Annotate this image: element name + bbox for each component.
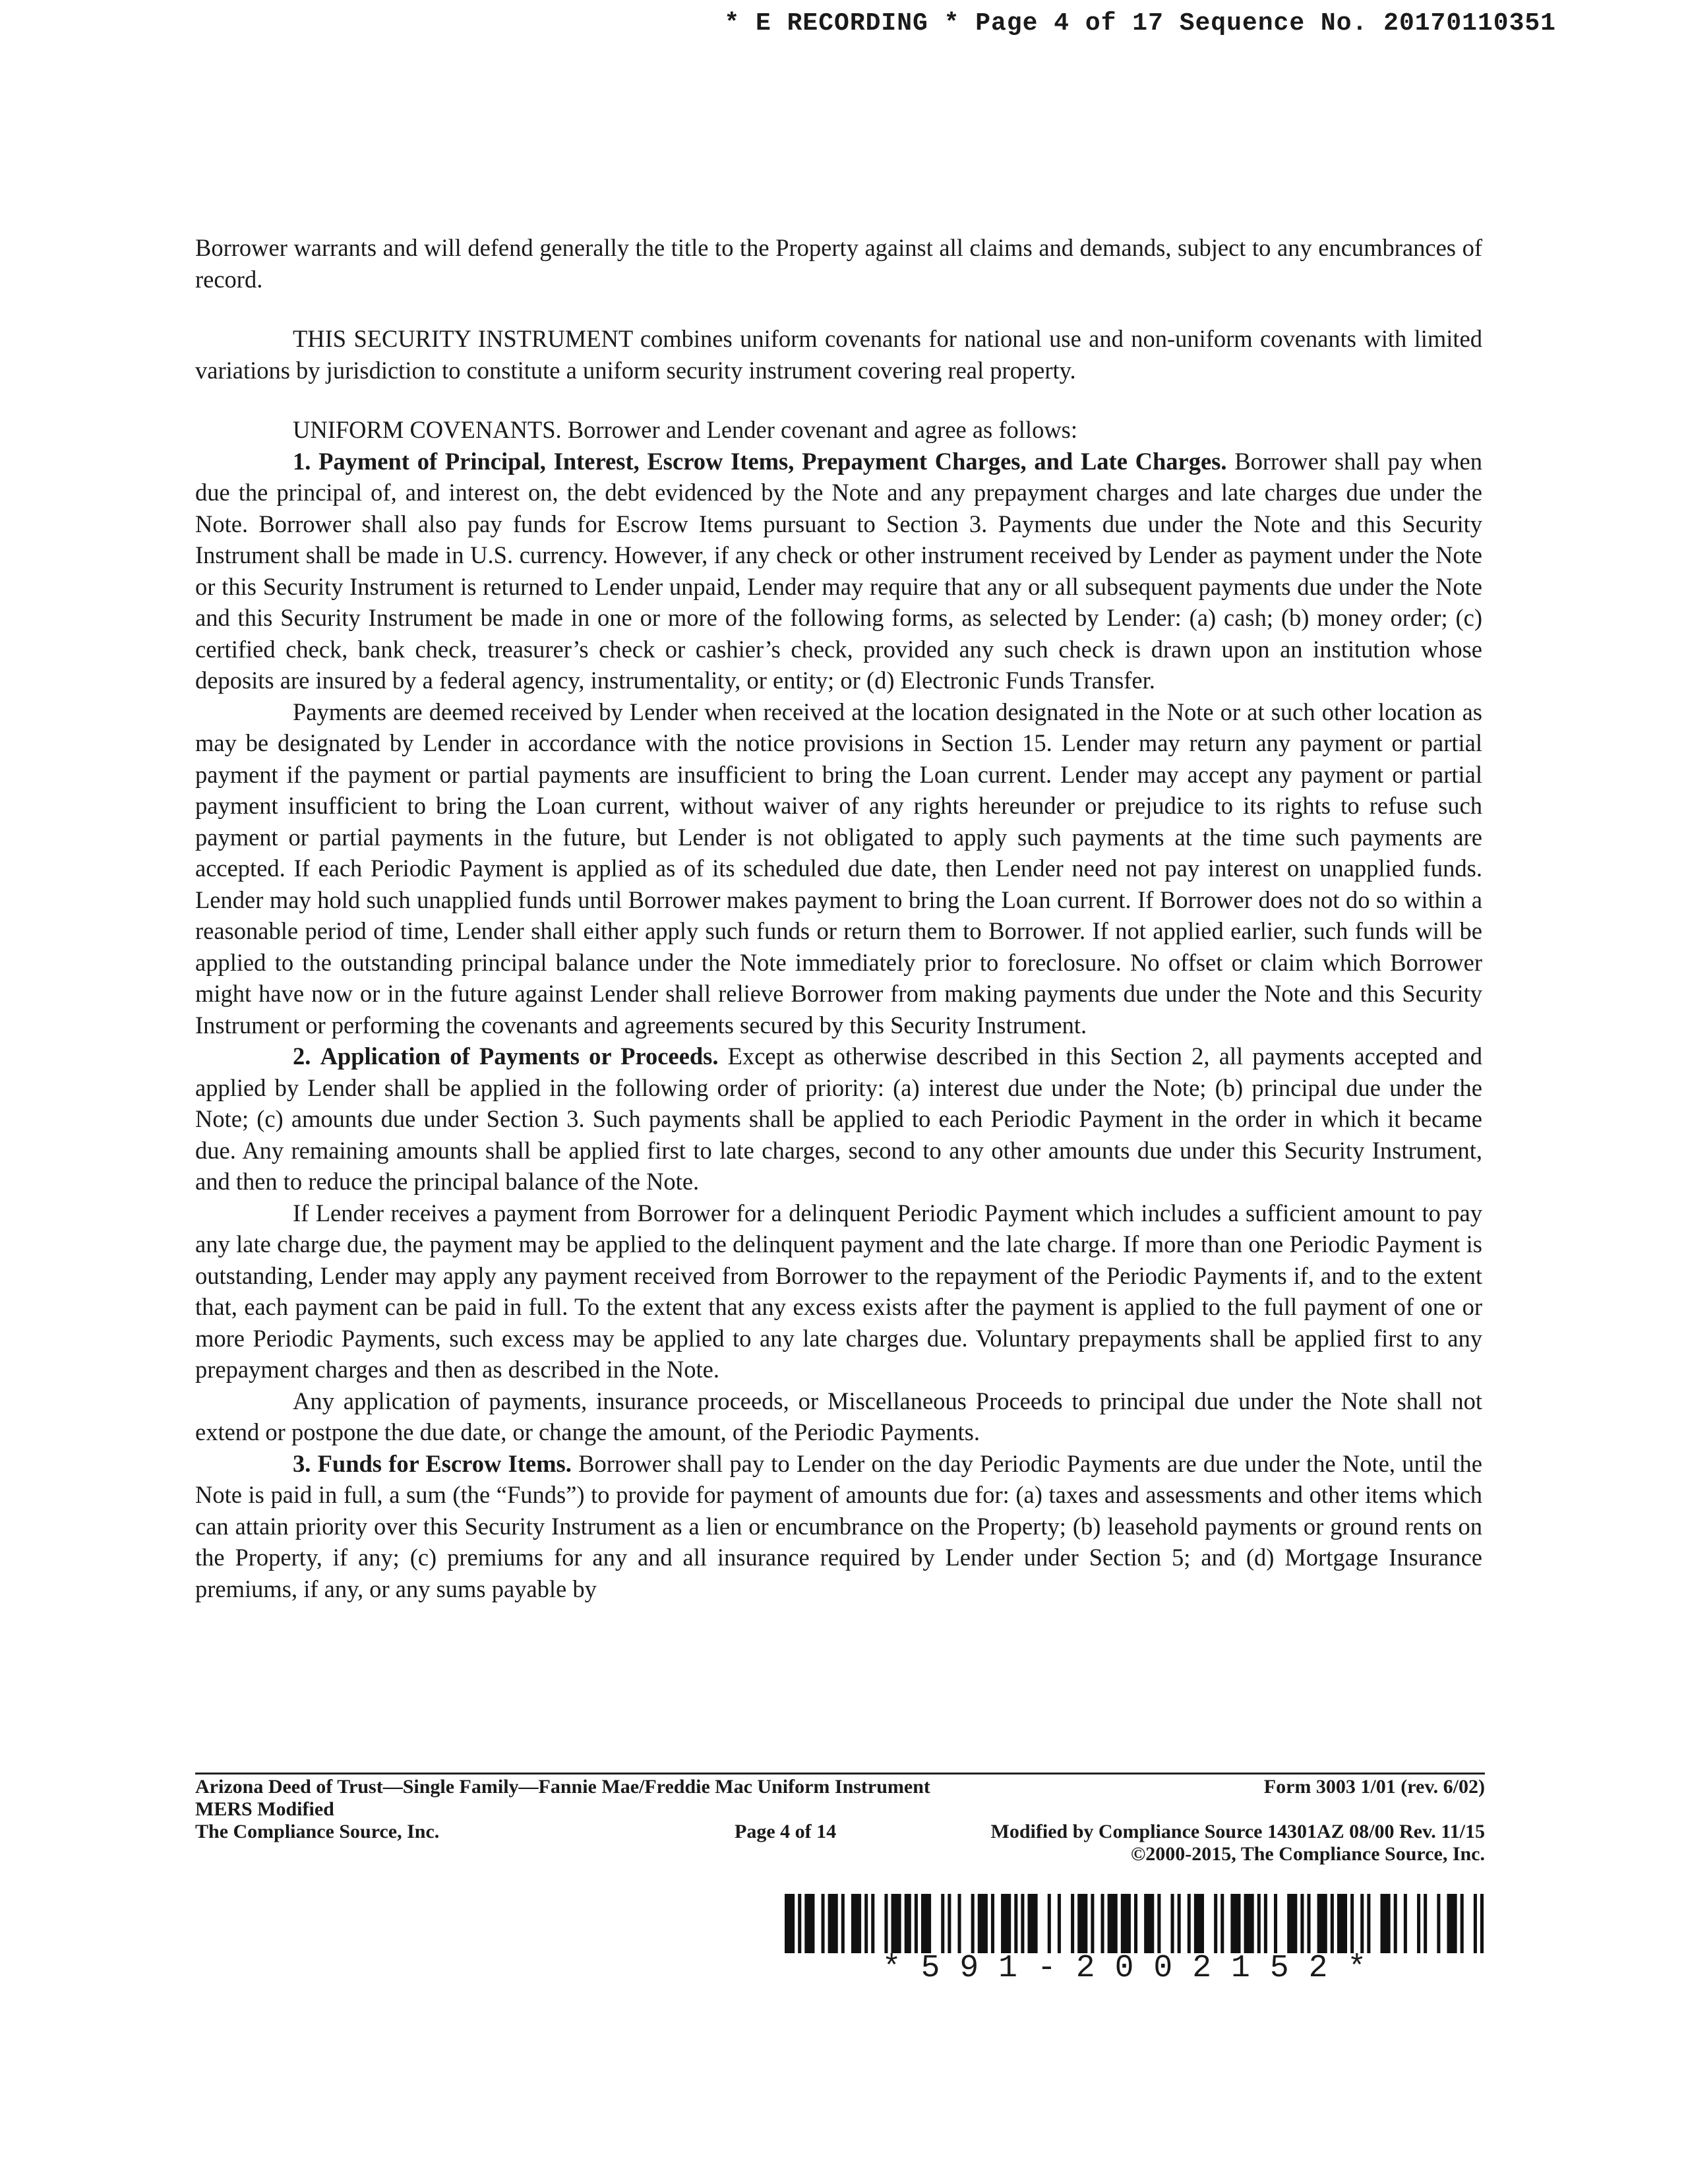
paragraph-warrants: Borrower warrants and will defend generally the title to the Property against all claims and demands, subject to any encumbrances of record. (195, 234, 1482, 293)
section-3-title: Funds for Escrow Items. (317, 1449, 572, 1477)
barcode (785, 1894, 1484, 1986)
recording-header: * E RECORDING * Page 4 of 17 Sequence No. 20170110351 (724, 9, 1556, 38)
paragraph-uniform-covenants: UNIFORM COVENANTS. Borrower and Lender covenant and agree as follows: (293, 416, 1078, 443)
footer-modified-by: Modified by Compliance Source 14301AZ 08/00 Rev. 11/15 (990, 1821, 1485, 1842)
section-1-title: Payment of Principal, Interest, Escrow Items, Prepayment Charges, and Late Charges. (318, 447, 1227, 475)
page-footer (195, 1776, 1485, 1866)
section-2 (195, 1041, 1482, 1198)
section-1 (195, 446, 1482, 696)
footer-divider (195, 1773, 1485, 1774)
barcode-text: *591-2002152* (882, 1951, 1387, 1986)
footer-form-number: Form 3003 1/01 (rev. 6/02) (1263, 1776, 1485, 1798)
section-2-number: 2. (293, 1043, 311, 1070)
footer-form-title: Arizona Deed of Trust—Single Family—Fannie Mae/Freddie Mac Uniform Instrument (195, 1776, 930, 1798)
section-1-paragraph-2: Payments are deemed received by Lender when received at the location designated in the Note or at such other location as may be designated by Lender in accordance with the notice provisions in Section 15. Lender may return any payment or partial payment if the payment or partial payments are insufficient to bring the Loan current. Lender may accept any payment or partial payment insufficient to bring the Loan current, without waiver of any rights hereunder or prejudice to its rights to refuse such payment or partial payments in the future, but Lender is not obligated to apply such payments at the time such payments are accepted. If each Periodic Payment is applied as of its scheduled due date, then Lender need not pay interest on unapplied funds. Lender may hold such unapplied funds until Borrower makes payment to bring the Loan current. If Borrower does not do so within a reasonable period of time, Lender shall either apply such funds or return them to Borrower. If not applied earlier, such funds will be applied to the outstanding principal balance under the Note immediately prior to foreclosure. No offset or claim which Borrower might have now or in the future against Lender shall relieve Borrower from making payments due under the Note and this Security Instrument or performing the covenants and agreements secured by this Security Instrument. (195, 698, 1482, 1039)
section-2-text: Except as otherwise described in this Section 2, all payments accepted and applied by Lender shall be applied in the following order of priority: (a) interest due under the Note; (b) principal due under the Note; (c) amounts due under Section 3. Such payments shall be applied to each Periodic Payment in the order in which it became due. Any remaining amounts shall be applied first to late charges, second to any other amounts due under this Security Instrument, and then to reduce the principal balance of the Note. (195, 1043, 1483, 1195)
paragraph-security-instrument: THIS SECURITY INSTRUMENT combines uniform covenants for national use and non-uniform covenants with limited variations by jurisdiction to constitute a uniform security instrument covering real property. (195, 325, 1482, 384)
section-1-number: 1. (293, 447, 311, 475)
section-2-paragraph-2: If Lender receives a payment from Borrower for a delinquent Periodic Payment which includes a sufficient amount to pay any late charge due, the payment may be applied to the delinquent payment and the late charge. If more than one Periodic Payment is outstanding, Lender may apply any payment received from Borrower to the repayment of the Periodic Payments if, and to the extent that, each payment can be paid in full. To the extent that any excess exists after the payment is applied to the full payment of one or more Periodic Payments, such excess may be applied to any late charges due. Voluntary prepayments shall be applied first to any prepayment charges and then as described in the Note. (195, 1199, 1482, 1383)
section-1-text: Borrower shall pay when due the principal of, and interest on, the debt evidenced by the Note and any prepayment charges and late charges due under the Note. Borrower shall also pay funds for Escrow Items pursuant to Section 3. Payments due under the Note and this Security Instrument shall be made in U.S. currency. However, if any check or other instrument received by Lender as payment under the Note or this Security Instrument is returned to Lender unpaid, Lender may require that any or all subsequent payments due under the Note and this Security Instrument be made in one or more of the following forms, as selected by Lender: (a) cash; (b) money order; (c) certified check, bank check, treasurer’s check or cashier’s check, provided any such check is drawn upon an institution whose deposits are insured by a federal agency, instrumentality, or entity; or (d) Electronic Funds Transfer. (195, 447, 1483, 694)
section-3-number: 3. (293, 1449, 311, 1477)
footer-mers: MERS Modified (195, 1798, 334, 1820)
section-2-paragraph-3: Any application of payments, insurance proceeds, or Miscellaneous Proceeds to principal due under the Note shall not extend or postpone the due date, or change the amount, of the Periodic Payments. (195, 1387, 1482, 1445)
footer-page-number: Page 4 of 14 (735, 1821, 837, 1842)
section-3 (195, 1448, 1482, 1605)
barcode-bars (785, 1894, 1484, 1953)
document-body (195, 232, 1482, 1604)
footer-company: The Compliance Source, Inc. (195, 1821, 440, 1842)
section-2-title: Application of Payments or Proceeds. (320, 1043, 719, 1070)
footer-copyright: ©2000-2015, The Compliance Source, Inc. (1130, 1843, 1485, 1865)
section-3-text: Borrower shall pay to Lender on the day Periodic Payments are due under the Note, until the Note is paid in full, a sum (the “Funds”) to provide for payment of amounts due for: (a) taxes and assessments and other items which can attain priority over this Security Instrument as a lien or encumbrance on the Property; (b) leasehold payments or ground rents on the Property, if any; (c) premiums for any and all insurance required by Lender under Section 5; and (d) Mortgage Insurance premiums, if any, or any sums payable by (195, 1449, 1482, 1602)
